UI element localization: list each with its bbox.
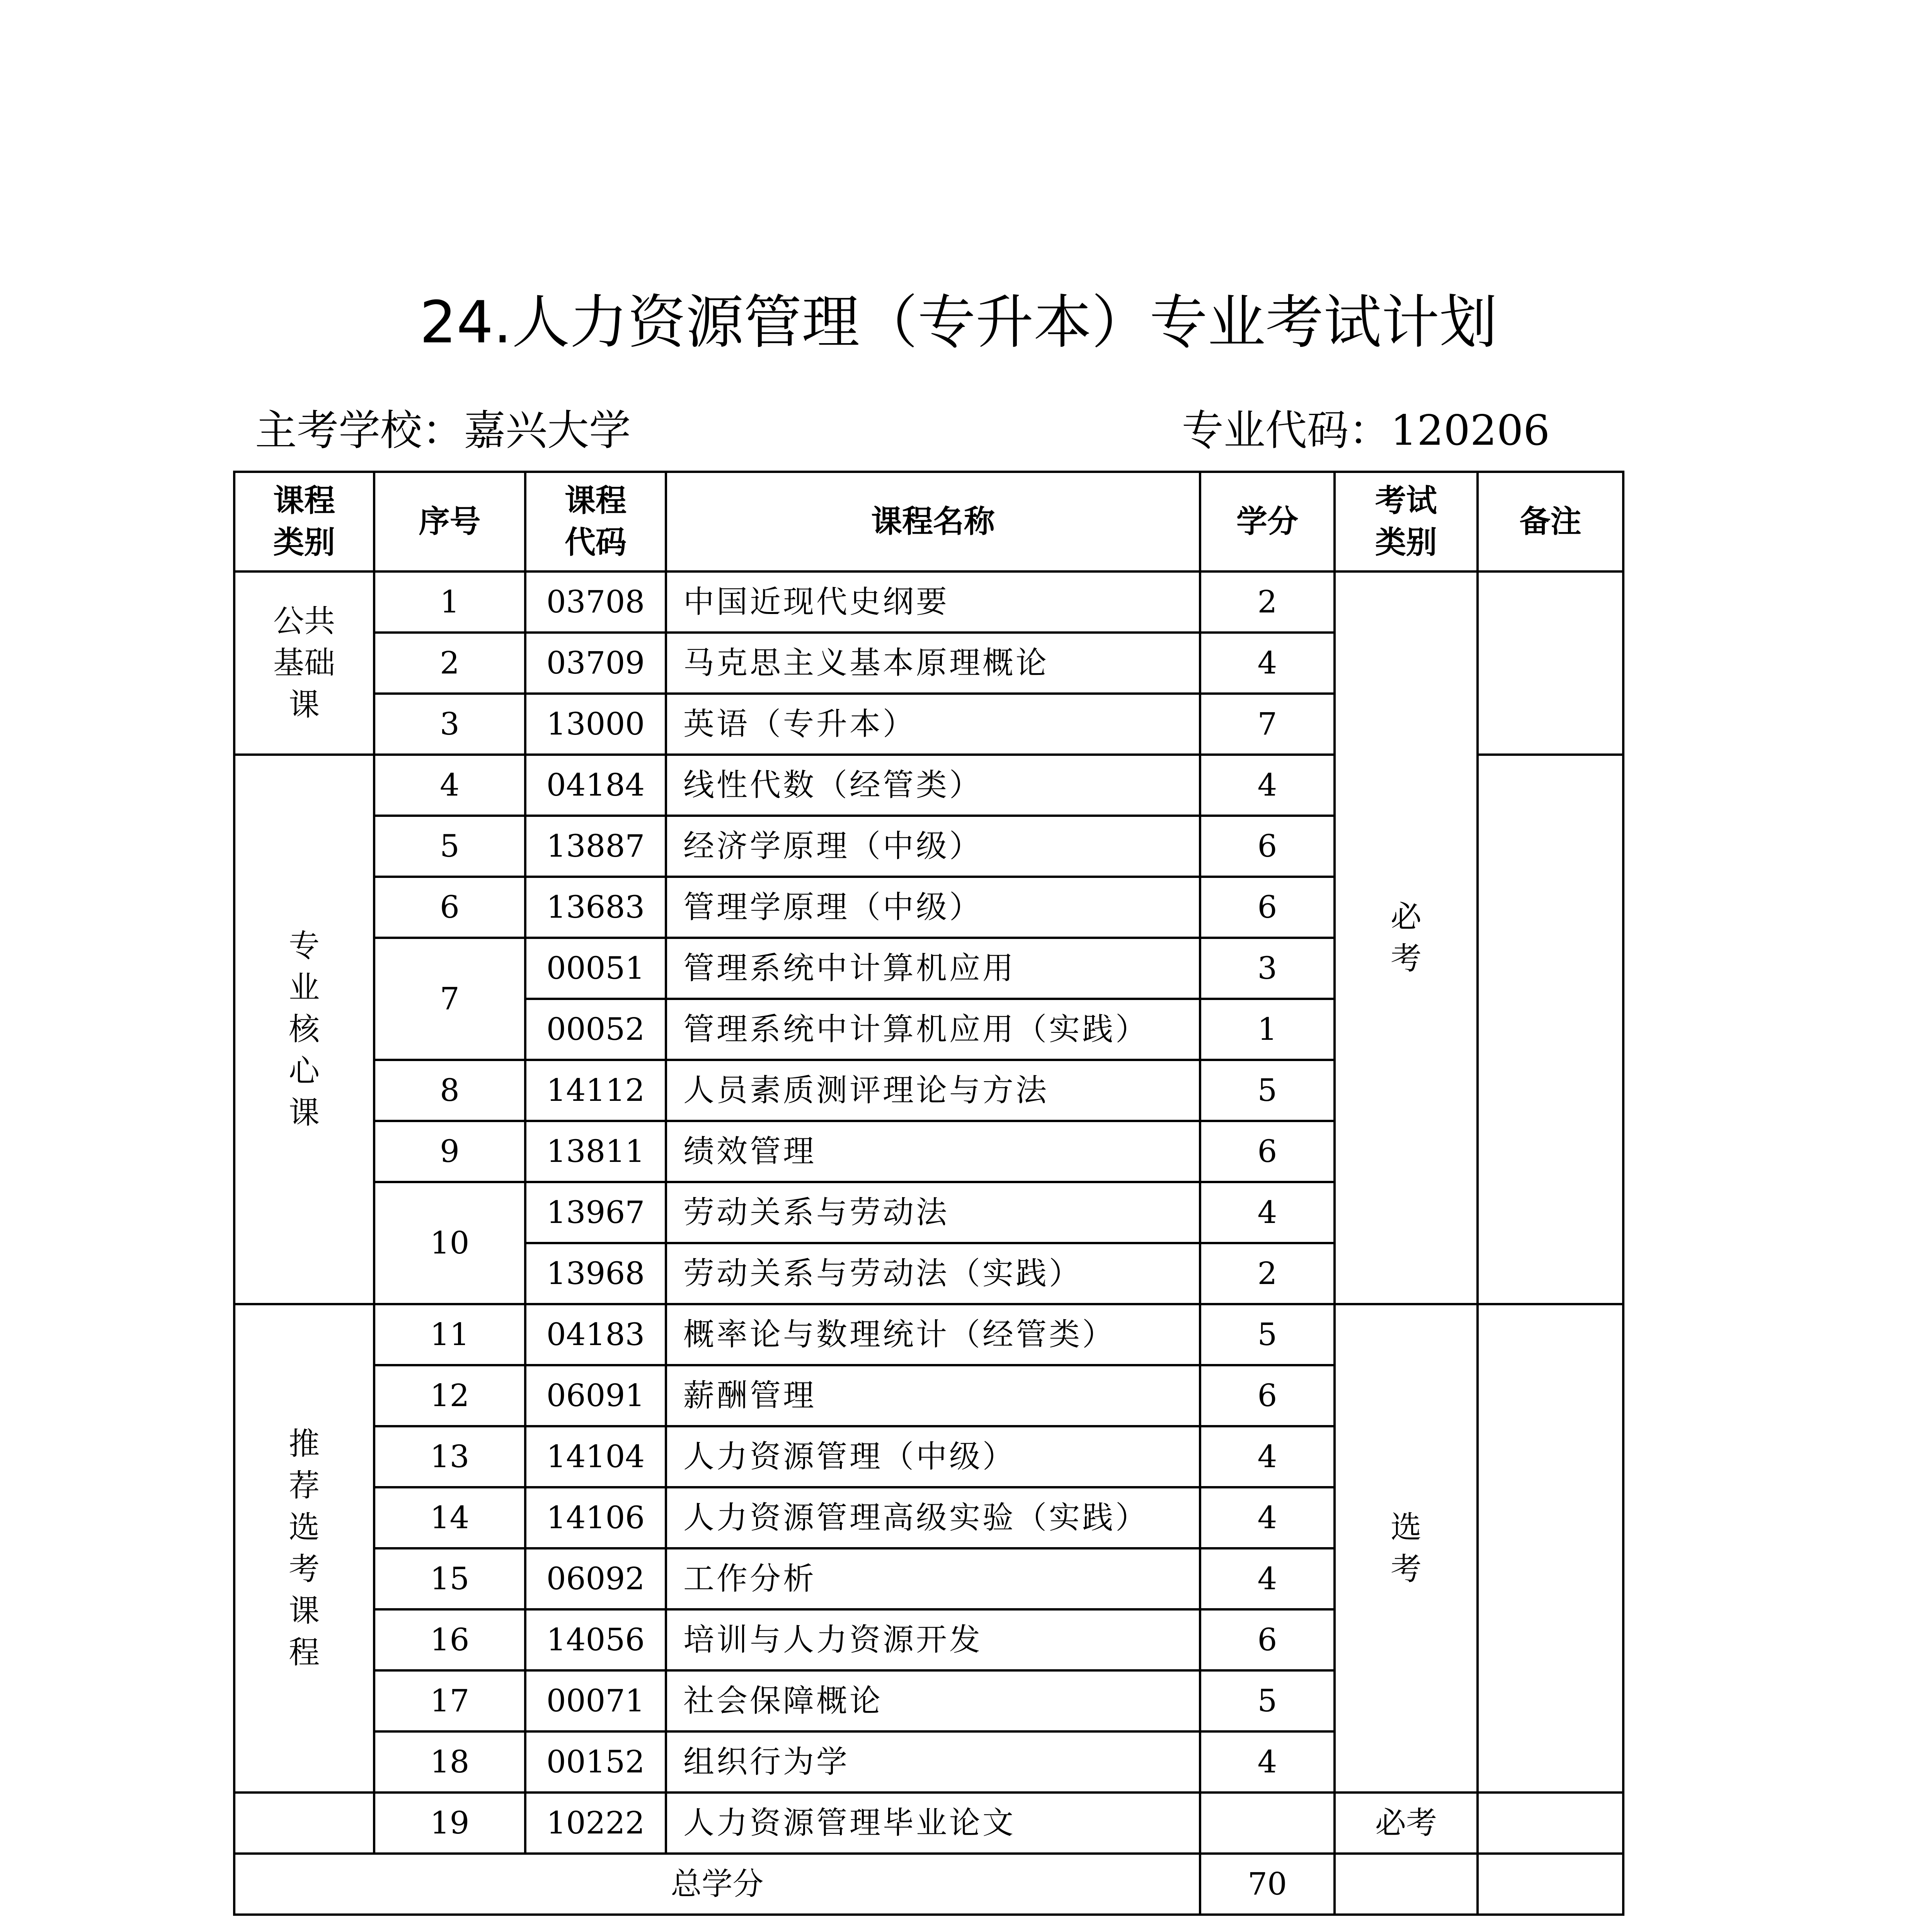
seq-cell: 14 — [374, 1487, 525, 1548]
name-cell: 管理系统中计算机应用（实践） — [666, 999, 1200, 1060]
category-elective: 推 荐 选 考 课 程 — [234, 1304, 374, 1793]
credit-cell: 4 — [1200, 1487, 1335, 1548]
seq-cell: 15 — [374, 1548, 525, 1609]
code-cell: 04184 — [525, 755, 666, 816]
header-credit: 学分 — [1200, 472, 1335, 571]
code-cell: 04183 — [525, 1304, 666, 1365]
seq-cell: 19 — [374, 1793, 525, 1854]
total-exam-type-empty — [1335, 1854, 1478, 1915]
seq-cell: 11 — [374, 1304, 525, 1365]
name-cell: 组织行为学 — [666, 1731, 1200, 1793]
code-cell: 06092 — [525, 1548, 666, 1609]
credit-cell: 5 — [1200, 1670, 1335, 1731]
credit-cell: 1 — [1200, 999, 1335, 1060]
code-cell: 14056 — [525, 1609, 666, 1670]
seq-cell: 4 — [374, 755, 525, 816]
code-cell: 14112 — [525, 1060, 666, 1121]
credit-cell — [1200, 1793, 1335, 1854]
code-cell: 13000 — [525, 694, 666, 755]
name-cell: 经济学原理（中级） — [666, 816, 1200, 877]
exam-school: 主考学校：嘉兴大学 — [255, 406, 631, 455]
code-cell: 00152 — [525, 1731, 666, 1793]
name-cell: 概率论与数理统计（经管类） — [666, 1304, 1200, 1365]
category-core: 专 业 核 心 课 — [234, 755, 374, 1304]
credit-cell: 4 — [1200, 1182, 1335, 1243]
credit-cell: 4 — [1200, 633, 1335, 694]
header-name: 课程名称 — [666, 472, 1200, 571]
code-cell: 14104 — [525, 1426, 666, 1487]
table-row — [234, 1304, 1623, 1365]
name-cell: 人力资源管理高级实验（实践） — [666, 1487, 1200, 1548]
remark-cell — [1478, 755, 1623, 1304]
seq-cell: 6 — [374, 877, 525, 938]
remark-cell — [1478, 571, 1623, 755]
credit-cell: 5 — [1200, 1304, 1335, 1365]
seq-cell: 5 — [374, 816, 525, 877]
major-code: 专业代码：120206 — [1182, 406, 1550, 455]
exam-plan-table — [233, 471, 1624, 1916]
credit-cell: 6 — [1200, 1121, 1335, 1182]
seq-cell: 1 — [374, 571, 525, 633]
code-cell: 13967 — [525, 1182, 666, 1243]
credit-cell: 4 — [1200, 1548, 1335, 1609]
seq-cell: 7 — [374, 938, 525, 1060]
credit-cell: 4 — [1200, 1731, 1335, 1793]
code-cell: 03708 — [525, 571, 666, 633]
header-code: 课程 代码 — [525, 472, 666, 571]
code-cell: 13683 — [525, 877, 666, 938]
code-cell: 06091 — [525, 1365, 666, 1426]
credit-cell: 3 — [1200, 938, 1335, 999]
credit-cell: 4 — [1200, 1426, 1335, 1487]
code-cell: 00051 — [525, 938, 666, 999]
name-cell: 社会保障概论 — [666, 1670, 1200, 1731]
category-public: 公共 基础 课 — [234, 571, 374, 755]
name-cell: 薪酬管理 — [666, 1365, 1200, 1426]
seq-cell: 3 — [374, 694, 525, 755]
exam-type-thesis: 必考 — [1335, 1793, 1478, 1854]
credit-cell: 4 — [1200, 755, 1335, 816]
code-cell: 13887 — [525, 816, 666, 877]
name-cell: 工作分析 — [666, 1548, 1200, 1609]
seq-cell: 12 — [374, 1365, 525, 1426]
name-cell: 劳动关系与劳动法 — [666, 1182, 1200, 1243]
remark-cell — [1478, 1304, 1623, 1793]
name-cell: 马克思主义基本原理概论 — [666, 633, 1200, 694]
code-cell: 00052 — [525, 999, 666, 1060]
code-cell: 13811 — [525, 1121, 666, 1182]
remark-cell — [1478, 1793, 1623, 1854]
exam-type-elective: 选 考 — [1335, 1304, 1478, 1793]
credit-cell: 6 — [1200, 816, 1335, 877]
exam-type-required: 必 考 — [1335, 571, 1478, 1304]
seq-cell: 17 — [374, 1670, 525, 1731]
page-title: 24.人力资源管理（专升本）专业考试计划 — [419, 289, 1498, 356]
seq-cell: 13 — [374, 1426, 525, 1487]
total-label: 总学分 — [234, 1854, 1200, 1915]
credit-cell: 2 — [1200, 571, 1335, 633]
code-cell: 00071 — [525, 1670, 666, 1731]
code-cell: 14106 — [525, 1487, 666, 1548]
name-cell: 人员素质测评理论与方法 — [666, 1060, 1200, 1121]
header-remark: 备注 — [1478, 472, 1623, 571]
table-header-row — [234, 472, 1623, 571]
credit-cell: 6 — [1200, 1609, 1335, 1670]
total-row — [234, 1854, 1623, 1915]
credit-cell: 7 — [1200, 694, 1335, 755]
name-cell: 管理学原理（中级） — [666, 877, 1200, 938]
name-cell: 人力资源管理毕业论文 — [666, 1793, 1200, 1854]
category-empty — [234, 1793, 374, 1854]
header-seq: 序号 — [374, 472, 525, 571]
credit-cell: 2 — [1200, 1243, 1335, 1304]
header-category: 课程 类别 — [234, 472, 374, 571]
header-exam-type: 考试 类别 — [1335, 472, 1478, 571]
seq-cell: 10 — [374, 1182, 525, 1304]
credit-cell: 5 — [1200, 1060, 1335, 1121]
name-cell: 线性代数（经管类） — [666, 755, 1200, 816]
credit-cell: 6 — [1200, 1365, 1335, 1426]
seq-cell: 18 — [374, 1731, 525, 1793]
table-row — [234, 571, 1623, 633]
name-cell: 绩效管理 — [666, 1121, 1200, 1182]
name-cell: 中国近现代史纲要 — [666, 571, 1200, 633]
name-cell: 英语（专升本） — [666, 694, 1200, 755]
total-remark-empty — [1478, 1854, 1623, 1915]
seq-cell: 2 — [374, 633, 525, 694]
code-cell: 13968 — [525, 1243, 666, 1304]
name-cell: 培训与人力资源开发 — [666, 1609, 1200, 1670]
seq-cell: 8 — [374, 1060, 525, 1121]
table-row-thesis — [234, 1793, 1623, 1854]
code-cell: 10222 — [525, 1793, 666, 1854]
total-credit: 70 — [1200, 1854, 1335, 1915]
credit-cell: 6 — [1200, 877, 1335, 938]
name-cell: 劳动关系与劳动法（实践） — [666, 1243, 1200, 1304]
code-cell: 03709 — [525, 633, 666, 694]
seq-cell: 9 — [374, 1121, 525, 1182]
seq-cell: 16 — [374, 1609, 525, 1670]
name-cell: 人力资源管理（中级） — [666, 1426, 1200, 1487]
name-cell: 管理系统中计算机应用 — [666, 938, 1200, 999]
